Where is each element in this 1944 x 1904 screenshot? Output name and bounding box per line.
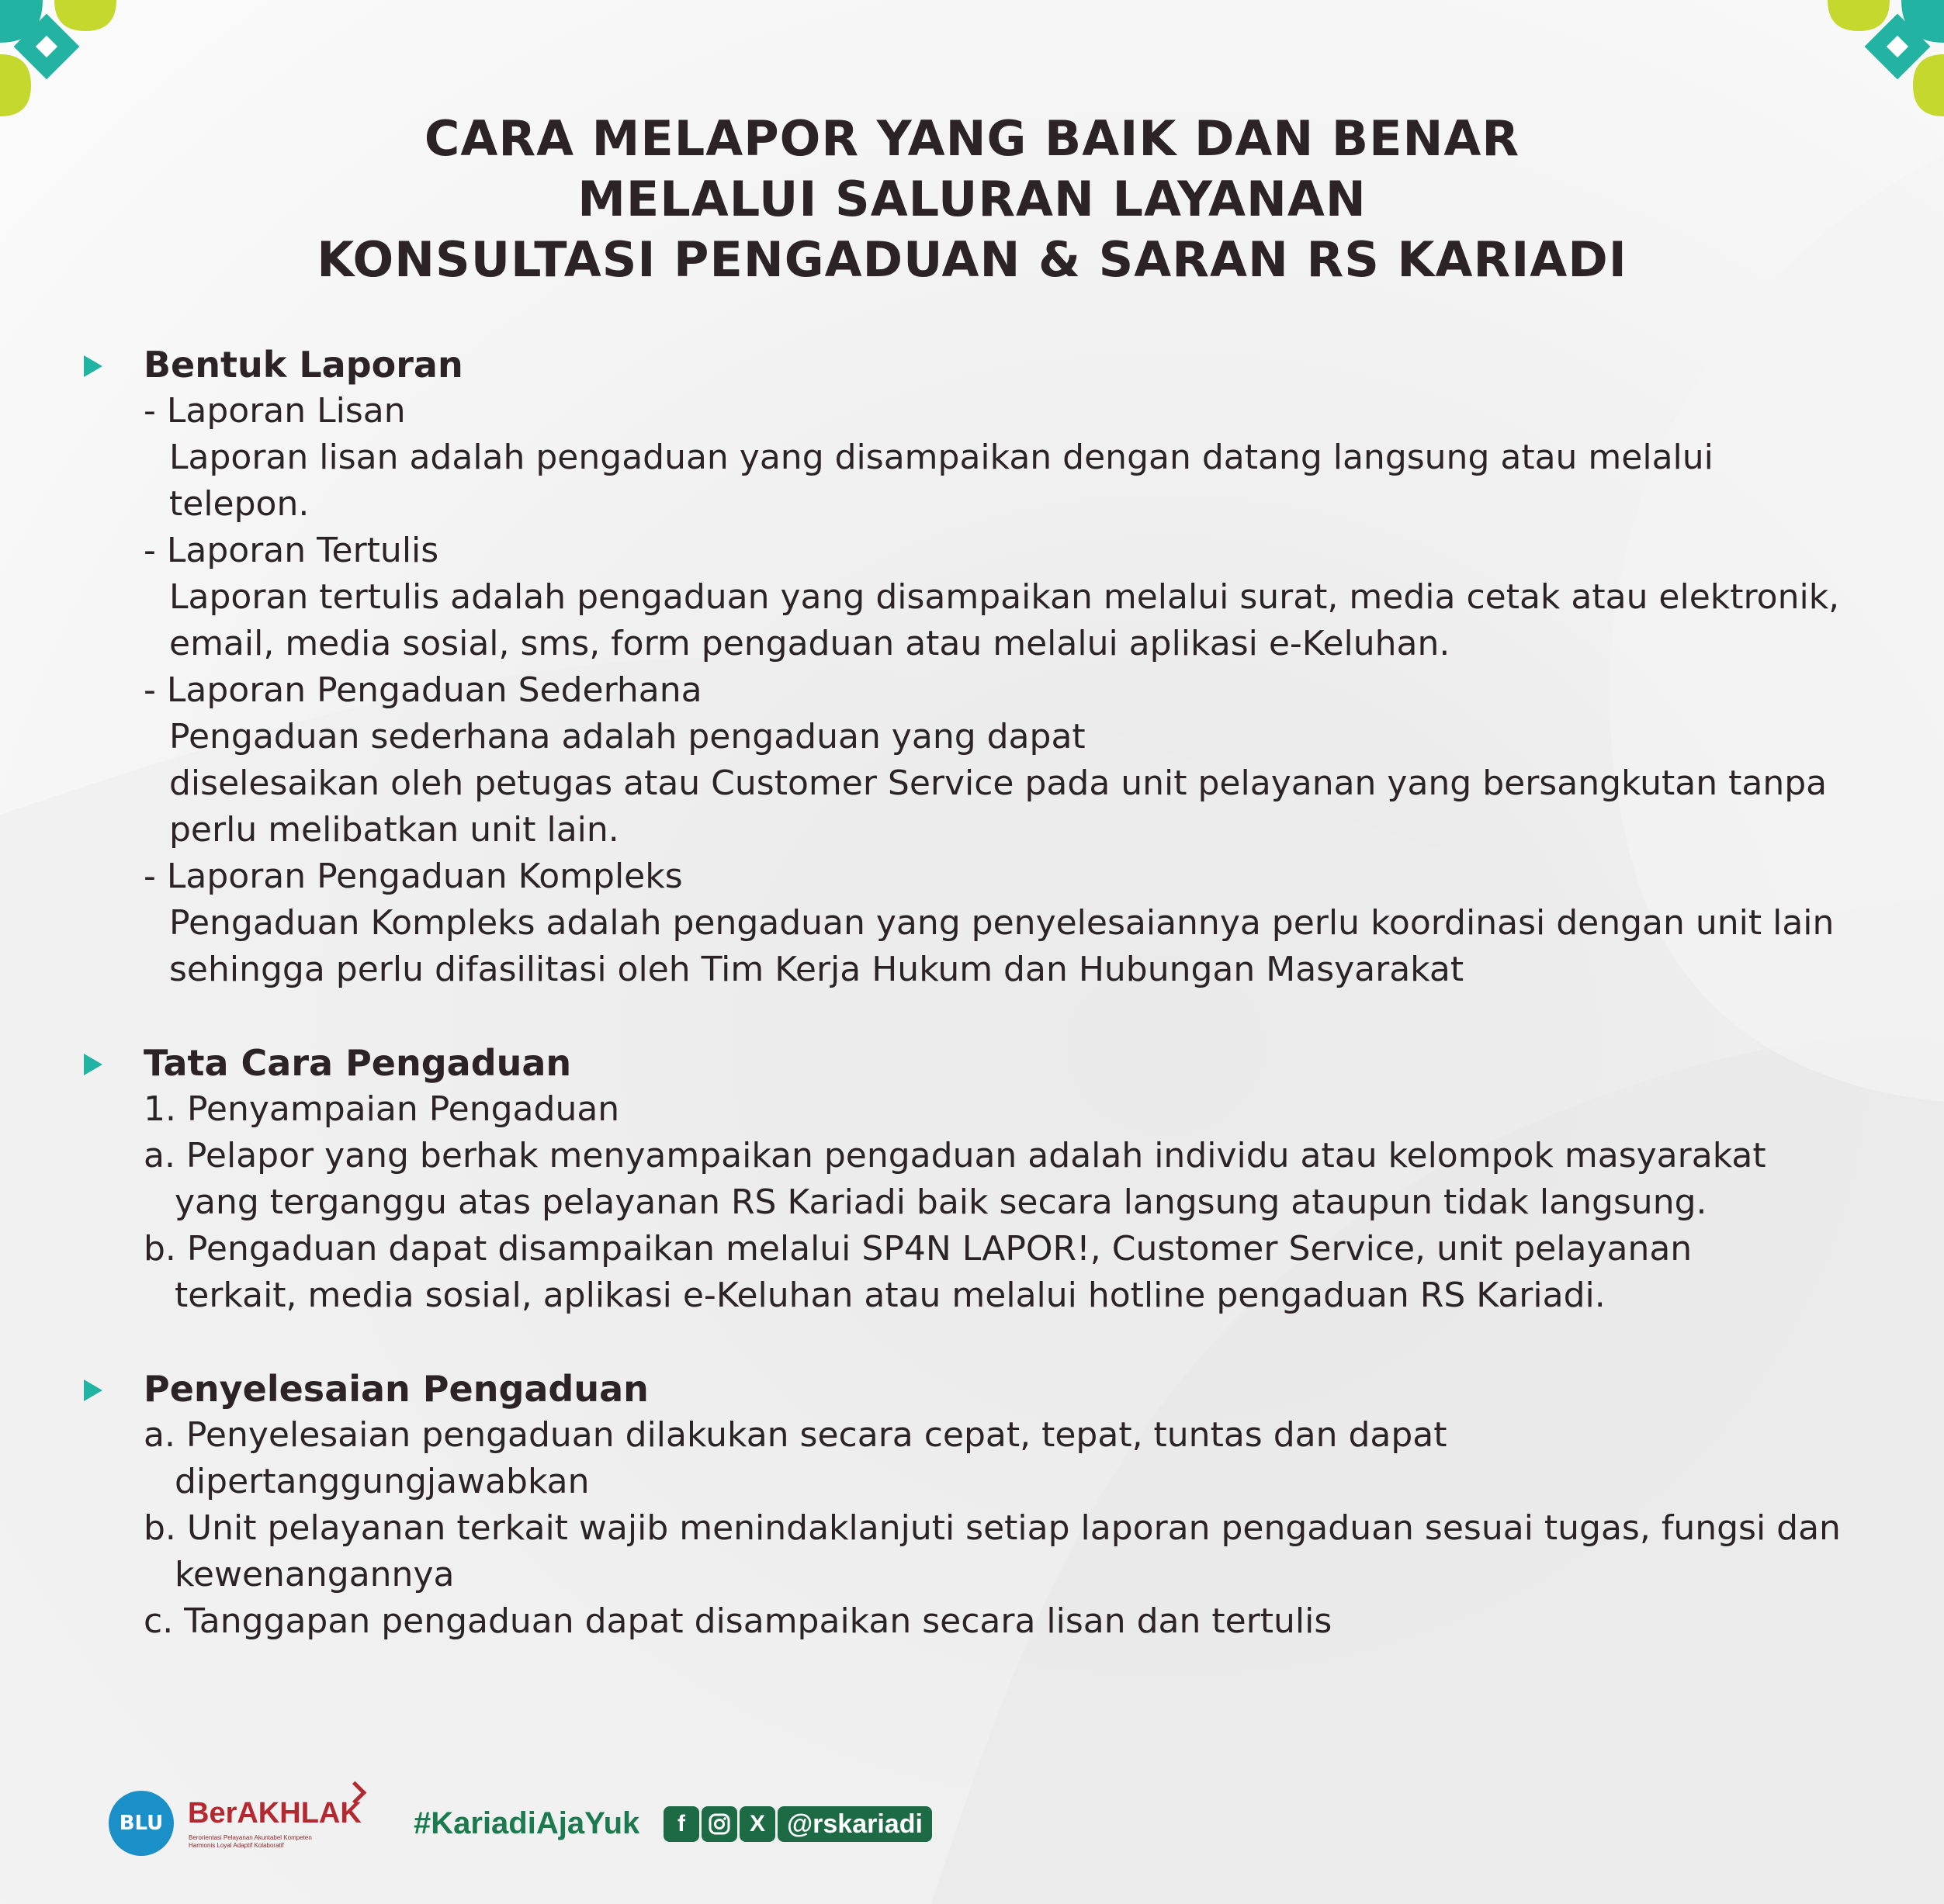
- list-item: - Laporan Tertulis: [144, 531, 439, 570]
- social-handle[interactable]: @rskariadi: [778, 1806, 932, 1842]
- list-item: yang terganggu atas pelayanan RS Kariadi baik secara langsung ataupun tidak langsung.: [175, 1182, 1707, 1222]
- list-item: - Laporan Lisan: [144, 391, 406, 431]
- list-item: Laporan tertulis adalah pengaduan yang disampaikan melalui surat, media cetak atau elektronik,: [169, 577, 1840, 617]
- facebook-icon[interactable]: f: [664, 1806, 699, 1842]
- blu-logo: BLU: [109, 1791, 174, 1856]
- list-item: 1. Penyampaian Pengaduan: [144, 1089, 620, 1129]
- list-item: sehingga perlu difasilitasi oleh Tim Kerja Hukum dan Hubungan Masyarakat: [169, 950, 1464, 989]
- list-item: dipertanggungjawabkan: [175, 1462, 590, 1501]
- berakhlak-logo: BerAKHLAK: [188, 1797, 362, 1830]
- bullet-triangle-icon: [84, 1380, 102, 1401]
- bullet-triangle-icon: [84, 355, 102, 377]
- list-item: perlu melibatkan unit lain.: [169, 810, 619, 850]
- x-icon[interactable]: X: [740, 1806, 775, 1842]
- list-item: kewenangannya: [175, 1555, 455, 1594]
- berakhlak-tagline: [189, 1834, 312, 1850]
- list-item: a. Pelapor yang berhak menyampaikan pengaduan adalah individu atau kelompok masyarakat: [144, 1136, 1766, 1175]
- list-item: Pengaduan Kompleks adalah pengaduan yang penyelesaiannya perlu koordinasi dengan unit lain: [169, 903, 1835, 943]
- bullet-triangle-icon: [84, 1054, 102, 1075]
- list-item: a. Penyelesaian pengaduan dilakukan secara cepat, tepat, tuntas dan dapat: [144, 1415, 1447, 1455]
- list-item: b. Pengaduan dapat disampaikan melalui SP4N LAPOR!, Customer Service, unit pelayanan: [144, 1229, 1693, 1269]
- list-item: email, media sosial, sms, form pengaduan atau melalui aplikasi e-Keluhan.: [169, 624, 1450, 663]
- list-item: terkait, media sosial, aplikasi e-Keluhan atau melalui hotline pengaduan RS Kariadi.: [175, 1276, 1606, 1315]
- list-item: Pengaduan sederhana adalah pengaduan yang dapat: [169, 717, 1086, 756]
- title-line-3: KONSULTASI PENGADUAN & SARAN RS KARIADI: [317, 231, 1627, 288]
- section-heading: Penyelesaian Pengaduan: [144, 1368, 649, 1410]
- list-item: Laporan lisan adalah pengaduan yang disampaikan dengan datang langsung atau melalui: [169, 438, 1714, 477]
- list-item: - Laporan Pengaduan Kompleks: [144, 857, 683, 896]
- corner-ornament-left: [0, 0, 124, 124]
- footer: [0, 1777, 1944, 1870]
- berakhlak-tagline-2: Harmonis Loyal Adaptif Kolaboratif: [189, 1842, 284, 1849]
- section-heading: Bentuk Laporan: [144, 344, 463, 386]
- page-title: [0, 109, 1944, 290]
- hashtag: #KariadiAjaYuk: [414, 1806, 640, 1840]
- list-item: telepon.: [169, 484, 310, 524]
- corner-ornament-right: [1820, 0, 1944, 124]
- list-item: diselesaikan oleh petugas atau Customer Service pada unit pelayanan yang bersangkutan tanpa: [169, 763, 1828, 803]
- title-line-2: MELALUI SALURAN LAYANAN: [577, 171, 1367, 227]
- title-line-1: CARA MELAPOR YANG BAIK DAN BENAR: [424, 110, 1520, 167]
- social-links: [664, 1806, 934, 1842]
- berakhlak-tagline-1: Berorientasi Pelayanan Akuntabel Kompeten: [189, 1834, 312, 1841]
- list-item: b. Unit pelayanan terkait wajib menindaklanjuti setiap laporan pengaduan sesuai tugas, fungsi dan: [144, 1508, 1841, 1548]
- list-item: c. Tanggapan pengaduan dapat disampaikan secara lisan dan tertulis: [144, 1601, 1332, 1641]
- section-heading: Tata Cara Pengaduan: [144, 1042, 572, 1084]
- instagram-icon[interactable]: [702, 1806, 737, 1842]
- list-item: - Laporan Pengaduan Sederhana: [144, 670, 702, 710]
